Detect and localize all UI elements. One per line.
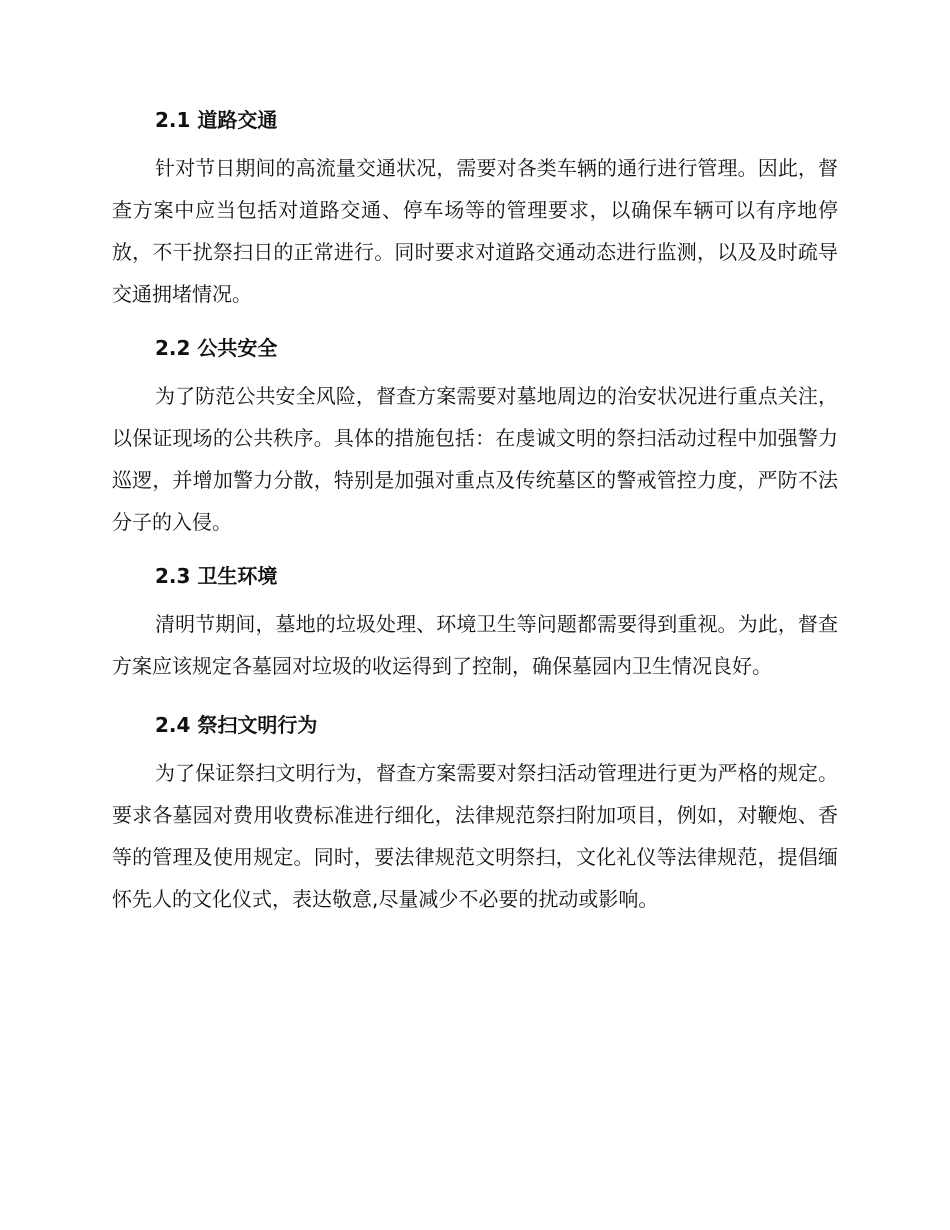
section-public-safety xyxy=(112,336,838,543)
section-heading: 2.4 祭扫文明行为 xyxy=(155,713,318,737)
section-heading: 2.3 卫生环境 xyxy=(155,564,278,588)
section-road-traffic xyxy=(112,108,838,315)
section-sanitation xyxy=(112,564,838,687)
section-civilized-tomb-sweeping xyxy=(112,713,838,920)
section-paragraph: 为了保证祭扫文明行为，督查方案需要对祭扫活动管理进行更为严格的规定。要求各墓园对费用收费标准进行细化，法律规范祭扫附加项目，例如，对鞭炮、香等的管理及使用规定。同时，要法律规范文明祭扫，文化礼仪等法律规范，提倡缅怀先人的文化仪式，表达敬意,尽量减少不必要的扰动或影响。 xyxy=(112,761,838,911)
section-heading: 2.2 公共安全 xyxy=(155,336,278,360)
section-paragraph: 清明节期间，墓地的垃圾处理、环境卫生等问题都需要得到重视。为此，督查方案应该规定各墓园对垃圾的收运得到了控制，确保墓园内卫生情况良好。 xyxy=(112,612,838,678)
section-paragraph: 针对节日期间的高流量交通状况，需要对各类车辆的通行进行管理。因此，督查方案中应当包括对道路交通、停车场等的管理要求，以确保车辆可以有序地停放，不干扰祭扫日的正常进行。同时要求对道路交通动态进行监测，以及及时疏导交通拥堵情况。 xyxy=(112,156,838,306)
document-body xyxy=(112,108,838,920)
section-paragraph: 为了防范公共安全风险，督查方案需要对墓地周边的治安状况进行重点关注，以保证现场的公共秩序。具体的措施包括：在虔诚文明的祭扫活动过程中加强警力巡逻，并增加警力分散，特别是加强对重点及传统墓区的警戒管控力度，严防不法分子的入侵。 xyxy=(112,384,838,534)
section-heading: 2.1 道路交通 xyxy=(155,108,278,132)
